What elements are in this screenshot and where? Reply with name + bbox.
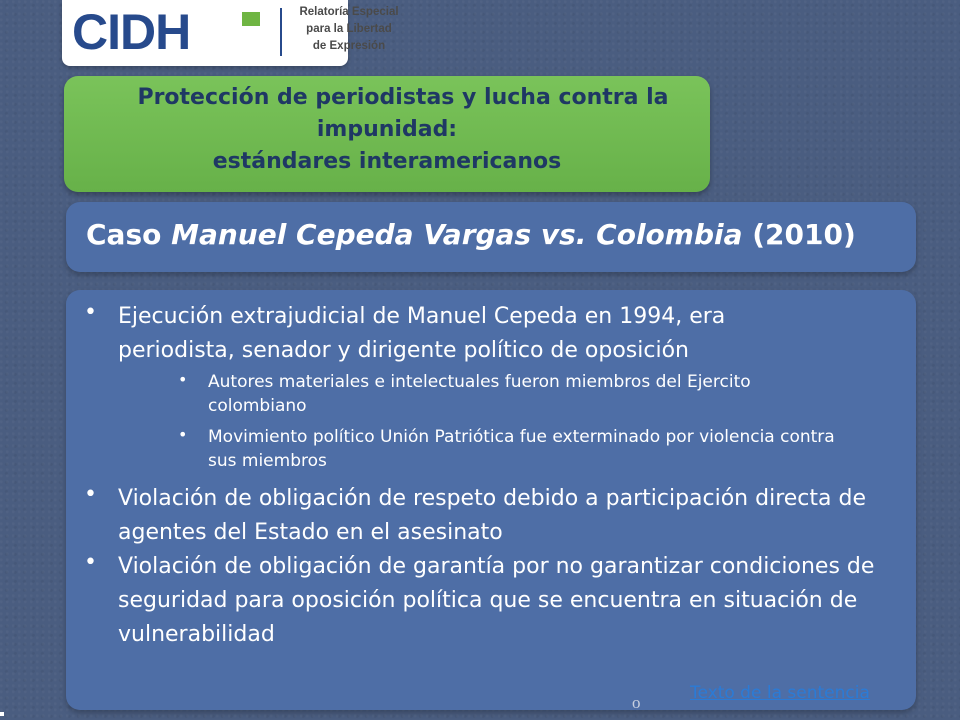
corner-marker bbox=[0, 712, 4, 716]
bullet-icon: • bbox=[84, 550, 97, 575]
sub-bullet-text: Movimiento político Unión Patriótica fue exterminado por violencia contra sus miembros bbox=[208, 427, 835, 471]
case-name: Manuel Cepeda Vargas vs. Colombia bbox=[171, 218, 743, 251]
content-panel bbox=[66, 290, 916, 710]
cidh-logo bbox=[62, 0, 399, 66]
bullet-text: Ejecución extrajudicial de Manuel Cepeda en 1994, era periodista, senador y dirigente político de oposición bbox=[118, 304, 726, 363]
title-line-2: impunidad: bbox=[316, 117, 458, 142]
case-prefix: Caso bbox=[86, 218, 172, 251]
logo-wordmark: CIDH bbox=[72, 4, 191, 60]
bullet-text: Violación de obligación de respeto debido a participación directa de agentes del Estado en el asesinato bbox=[118, 486, 866, 545]
sub-bullet-item bbox=[178, 425, 848, 473]
logo-subtitle bbox=[290, 4, 408, 55]
logo-separator bbox=[280, 8, 282, 56]
sentencia-link[interactable]: Texto de la sentencia bbox=[690, 683, 870, 703]
case-heading-box bbox=[66, 202, 916, 272]
presentation-title-box bbox=[64, 76, 710, 192]
bullet-text: Violación de obligación de garantía por no garantizar condiciones de seguridad para oposición política que se encuentra en situación de vulnerabilidad bbox=[118, 554, 875, 647]
bullet-item bbox=[84, 482, 878, 550]
bullet-item bbox=[84, 550, 878, 652]
case-year: (2010) bbox=[742, 218, 856, 251]
sub-bullet-item bbox=[178, 370, 848, 418]
sub-bullet-text: Autores materiales e intelectuales fueron miembros del Ejercito colombiano bbox=[208, 372, 751, 416]
logo-subtitle-line: para la Libertad bbox=[306, 23, 392, 35]
bullet-icon: • bbox=[84, 482, 97, 507]
title-line-1: Protección de periodistas y lucha contra la bbox=[137, 85, 669, 110]
title-line-3: estándares interamericanos bbox=[212, 149, 562, 174]
bullet-item bbox=[84, 300, 848, 368]
link-marker: o bbox=[632, 693, 641, 712]
logo-green-mark bbox=[242, 12, 260, 26]
bullet-icon: • bbox=[84, 300, 97, 325]
logo-subtitle-line: de Expresión bbox=[312, 40, 386, 52]
bullet-icon: • bbox=[178, 370, 188, 389]
logo-subtitle-line: Relatoría Especial bbox=[299, 6, 399, 18]
bullet-icon: • bbox=[178, 425, 188, 444]
case-title bbox=[86, 218, 856, 251]
